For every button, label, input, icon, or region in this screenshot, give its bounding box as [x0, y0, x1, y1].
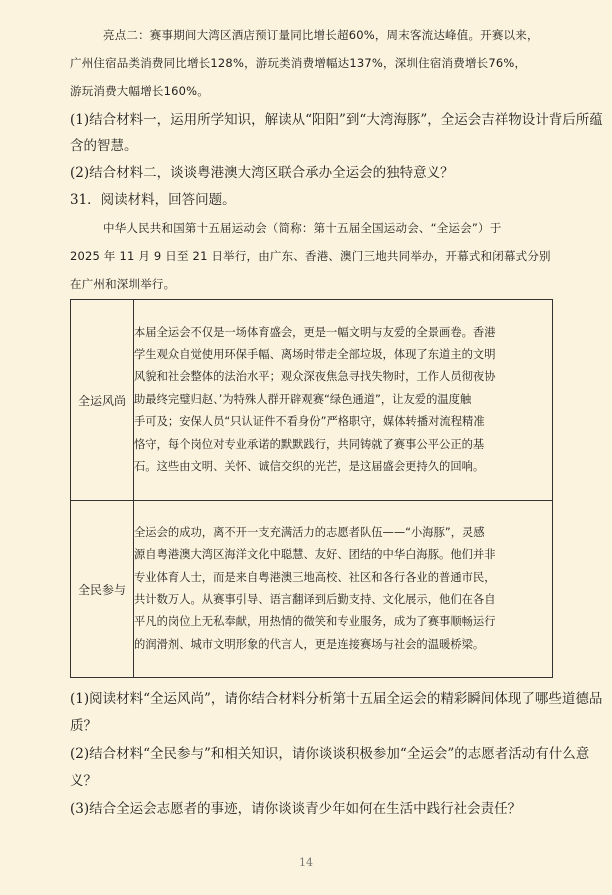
fengshang-line: 恪守，每个岗位对专业承诺的默默践行，共同铸就了赛事公平公正的基 — [134, 437, 485, 451]
table-text-fengshang — [134, 300, 553, 501]
q31-heading: 31．阅读材料，回答问题。 — [70, 192, 236, 208]
canyu-line: 源自粤港澳大湾区海洋文化中聪慧、友好、团结的中华白海豚。他们并非 — [134, 548, 496, 562]
table-row — [71, 501, 553, 678]
canyu-line: 的润滑剂、城市文明形象的代言人，更是连接赛场与社会的温暖桥梁。 — [134, 637, 485, 651]
fengshang-line: 助最终完璧归赵、’为特殊人群开辟观赛“绿色通道”，让友爱的温度触 — [134, 392, 472, 406]
fengshang-line: 风貌和社会整体的法治水平；观众深夜焦急寻找失物时，工作人员彻夜协 — [134, 370, 496, 384]
canyu-line: 平凡的岗位上无私奉献，用热情的微笑和专业服务，成为了赛事顺畅运行 — [134, 615, 496, 629]
material2-line-3: 游玩消费大幅增长160%。 — [70, 84, 209, 98]
table-label-canyu: 全民参与 — [71, 501, 134, 678]
q31-sub2-line-2: 义？ — [70, 773, 97, 789]
q31-intro-line-3: 在广州和深圳举行。 — [70, 277, 176, 291]
q31-intro-line-1: 中华人民共和国第十五届运动会（简称：第十五届全国运动会、“全运会”）于 — [103, 221, 502, 235]
q31-sub3: (3)结合全运会志愿者的事迹，请你谈谈青少年如何在生活中践行社会责任？ — [70, 801, 522, 817]
q31-sub2-line-1: (2)结合材料“全民参与”和相关知识，请你谈谈积极参加“全运会”的志愿者活动有什么意 — [70, 746, 590, 762]
fengshang-line: 学生观众自觉使用环保手幅、离场时带走全部垃圾，体现了东道主的文明 — [134, 347, 496, 361]
material-table — [70, 299, 553, 678]
fengshang-line: 手可及；安保人员“只认证件不看身份”严格职守，媒体转播对流程精准 — [134, 415, 485, 429]
q31-intro-line-2: 2025 年 11 月 9 日至 21 日举行，由广东、香港、澳门三地共同举办，开幕式和闭幕式分别 — [70, 249, 551, 263]
q30-sub1-line-2: 含的智慧。 — [70, 138, 138, 154]
fengshang-line: 本届全运会不仅是一场体育盛会，更是一幅文明与友爱的全景画卷。香港 — [134, 325, 496, 339]
canyu-line: 全运会的成功，离不开一支充满活力的志愿者队伍——“小海豚”，灵感 — [134, 525, 485, 539]
q30-sub1-line-1: (1)结合材料一，运用所学知识，解读从“阳阳”到“大湾海豚”，全运会吉祥物设计背后所蕴 — [70, 112, 603, 128]
table-text-canyu — [134, 501, 553, 678]
q31-sub1-line-1: (1)阅读材料“全运风尚”，请你结合材料分析第十五届全运会的精彩瞬间体现了哪些道德品 — [70, 691, 603, 707]
material2-line-2: 广州住宿品类消费同比增长128%，游玩类消费增幅达137%，深圳住宿消费增长76%， — [70, 56, 527, 70]
page-number: 14 — [299, 856, 313, 869]
table-row — [71, 300, 553, 501]
fengshang-line: 石。这些由文明、关怀、诚信交织的光芒，是这届盛会更持久的回响。 — [134, 460, 485, 474]
canyu-line: 专业体育人士，而是来自粤港澳三地高校、社区和各行各业的普通市民， — [134, 570, 496, 584]
canyu-line: 共计数万人。从赛事引导、语言翻译到后勤支持、文化展示，他们在各自 — [134, 593, 496, 606]
material2-line-1: 亮点二：赛事期间大湾区酒店预订量同比增长超60%，周末客流达峰值。开赛以来， — [103, 28, 539, 42]
q31-sub1-line-2: 质？ — [70, 718, 97, 734]
q30-sub2: (2)结合材料二，谈谈粤港澳大湾区联合承办全运会的独特意义？ — [70, 165, 454, 181]
table-label-fengshang: 全运风尚 — [71, 300, 134, 501]
